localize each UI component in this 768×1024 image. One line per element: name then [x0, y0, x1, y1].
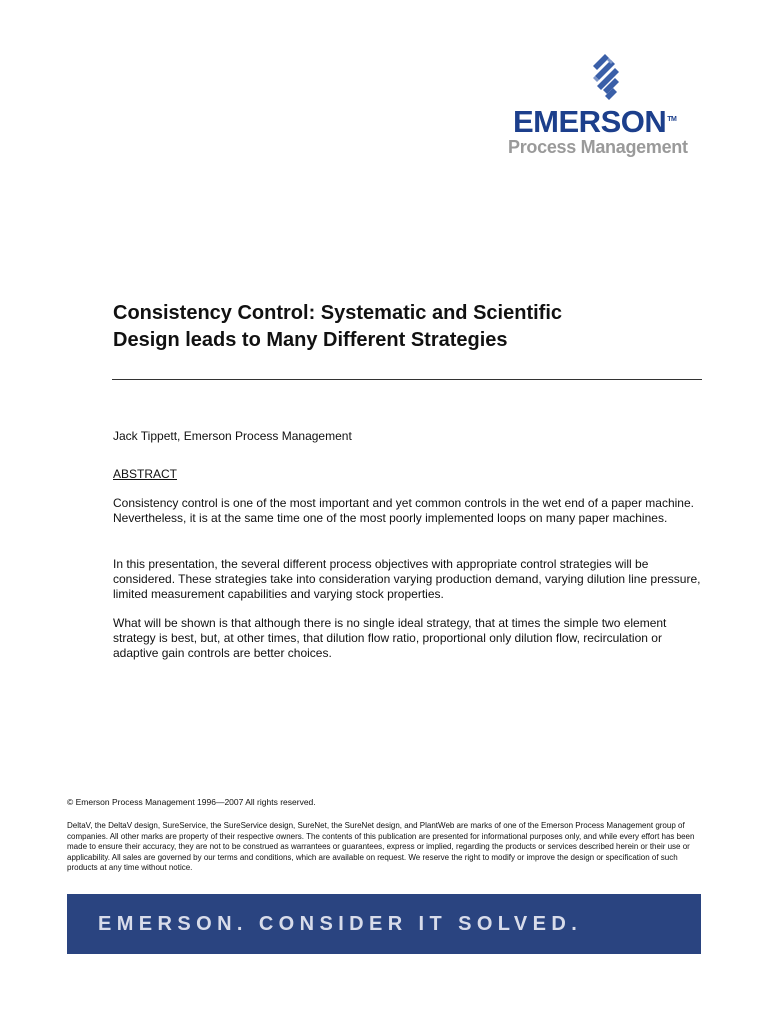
- copyright-notice: © Emerson Process Management 1996—2007 All rights reserved.: [67, 797, 316, 807]
- logo-trademark: TM: [667, 115, 677, 123]
- title-divider: [112, 379, 702, 380]
- footer-banner: [67, 894, 701, 954]
- document-title: [113, 300, 673, 354]
- emerson-diamond-logo-icon: [585, 52, 625, 109]
- title-line-1: Consistency Control: Systematic and Scientific: [113, 302, 562, 324]
- title-line-2: Design leads to Many Different Strategies: [113, 329, 508, 351]
- abstract-heading: ABSTRACT: [113, 467, 178, 481]
- logo-subtitle: Process Management: [508, 137, 688, 157]
- emerson-logo: [505, 52, 705, 162]
- legal-disclaimer: DeltaV, the DeltaV design, SureService, the SureService design, SureNet, the SureNet design, and PlantWeb are marks of one of the Emerson Process Management group of companies. All other marks are property of their respective owners. The contents of this publication are presented for informational purposes only, and while every effort has been made to ensure their accuracy, they are not to be construed as warrantees or guarantees, express or implied, regarding the products or services described herein or their use or applicability. All sales are governed by our terms and conditions, which are available on request. We reserve the right to modify or improve the design or specification of such products at any time without notice.: [67, 821, 695, 872]
- banner-slogan: EMERSON. CONSIDER IT SOLVED.: [98, 912, 583, 935]
- logo-wordmark-text: EMERSON: [513, 104, 667, 139]
- abstract-paragraph-3: What will be shown is that although there is no single ideal strategy, that at times the simple two element strategy is best, but, at other times, that dilution flow ratio, proportional only dilution flow, recirculation or adaptive gain controls are better choices.: [113, 616, 667, 660]
- logo-wordmark: [513, 104, 676, 140]
- abstract-paragraph-2: In this presentation, the several different process objectives with appropriate control strategies will be considered. These strategies take into consideration varying production demand, varying dilution line pressure, limited measurement capabilities and varying stock properties.: [113, 557, 701, 601]
- author-line: Jack Tippett, Emerson Process Management: [113, 429, 352, 443]
- abstract-paragraph-1: Consistency control is one of the most important and yet common controls in the wet end of a paper machine. Nevertheless, it is at the same time one of the most poorly implemented loops on many paper machines.: [113, 496, 694, 525]
